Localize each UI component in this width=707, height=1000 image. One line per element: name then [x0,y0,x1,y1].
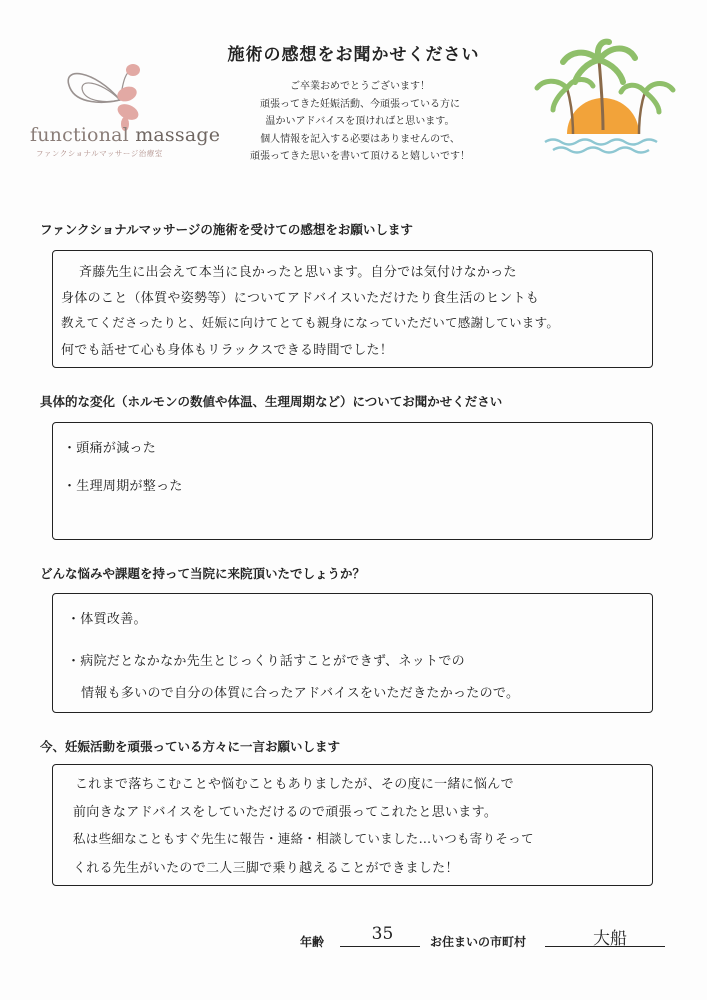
answer-line: ・体質改善。 [67,612,147,627]
answer-line: 教えてくださったりと、妊娠に向けてとても親身になっていただいて感謝しています。 [61,315,560,330]
answer-line: 私は些細なこともすぐ先生に報告・連絡・相談していました…いつも寄りそって [73,831,534,846]
answer-box [52,422,653,540]
intro-line: 頑張ってきた思いを書いて頂けると嬉しいです！ [250,151,470,162]
question-label: 具体的な変化（ホルモンの数値や体温、生理周期など）についてお聞かせください [40,394,503,409]
brand-subtitle: ファンクショナルマッサージ治療室 [36,149,163,158]
answer-line: 何でも話せて心も身体もリラックスできる時間でした！ [61,343,394,358]
answer-line: 斉藤先生に出会えて本当に良かったと思います。自分では気付けなかった [79,265,517,280]
intro-text [215,78,505,166]
brand-name [30,124,220,146]
age-value: 35 [371,924,394,944]
brand-name-part: functional [30,124,136,146]
answer-line: ・病院だとなかなか先生とじっくり話すことができず、ネットでの [67,654,465,669]
intro-line: 頑張ってきた妊娠活動、今頑張っている方に [260,98,460,110]
city-value: 大船 [593,929,627,949]
age-label: 年齢 [300,935,325,949]
city-label: お住まいの市町村 [430,935,527,949]
page-title: 施術の感想をお聞かせください [227,45,480,65]
answer-box [52,250,653,368]
question-label: ファンクショナルマッサージの施術を受けての感想をお願いします [40,222,413,237]
city-underline [545,946,665,947]
question-label: 今、妊娠活動を頑張っている方々に一言お願いします [40,739,341,754]
answer-line: 前向きなアドバイスをしていただけるので頑張ってこれたと思います。 [73,805,498,820]
answer-box [52,593,653,713]
answer-line: 身体のこと（体質や姿勢等）についてアドバイスいただけたり食生活のヒントも [61,291,540,306]
answer-line: 情報も多いので自分の体質に合ったアドバイスをいただきたかったので。 [81,686,520,701]
answer-box [52,764,653,886]
answer-line: くれる先生がいたので二人三脚で乗り越えることができました！ [73,861,459,876]
intro-line: 個人情報を記入する必要はありませんので、 [260,133,460,145]
age-underline [340,946,420,947]
question-label: どんな悩みや課題を持って当院に来院頂いたでしょうか？ [40,566,366,581]
intro-line: 温かいアドバイスを頂ければと思います。 [265,116,455,127]
intro-line: ご卒業おめでとうございます！ [290,81,430,92]
answer-line: ・生理周期が整った [63,479,183,494]
answer-line: これまで落ちこむことや悩むこともありましたが、その度に一緒に悩んで [75,777,514,792]
palm-tree-sunset-icon [525,38,680,158]
answer-line: ・頭痛が減った [63,441,157,456]
brand-name-part: massage [135,124,221,146]
